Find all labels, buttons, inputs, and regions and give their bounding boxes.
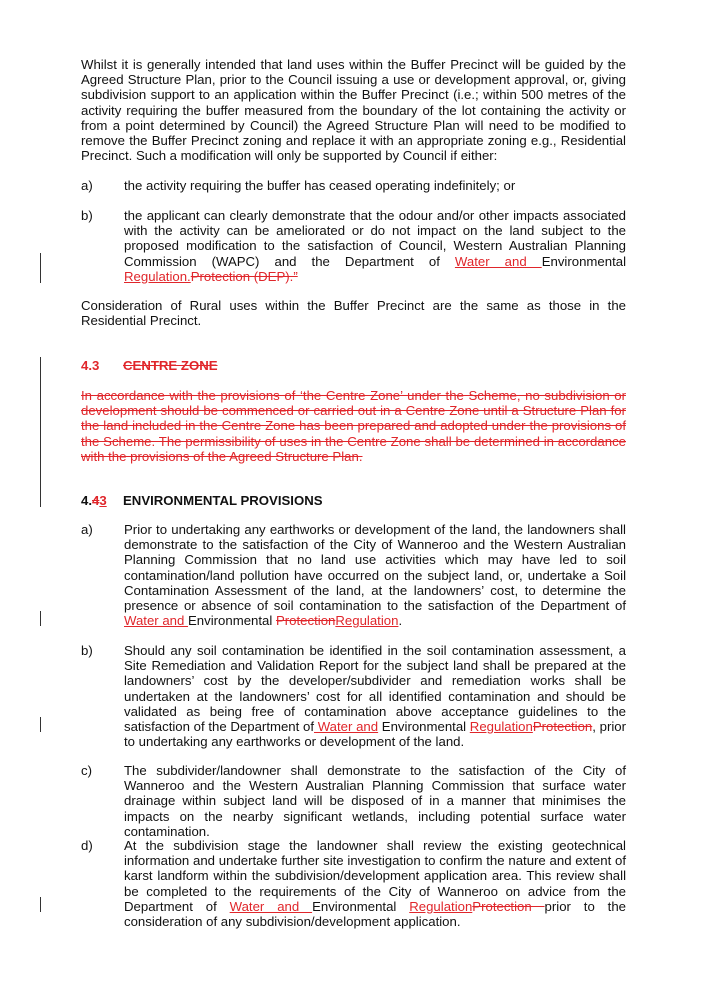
section-number: 4.3 bbox=[81, 358, 100, 373]
deleted-text: Protection bbox=[532, 719, 593, 735]
item-text bbox=[124, 208, 626, 284]
item-label: c) bbox=[81, 763, 92, 778]
section-number bbox=[81, 493, 123, 508]
deleted-text: Protection bbox=[275, 613, 336, 629]
inserted-text: Regulation bbox=[335, 613, 399, 629]
item-label: b) bbox=[81, 643, 93, 658]
item-label: a) bbox=[81, 522, 93, 537]
item-label: b) bbox=[81, 208, 93, 223]
text-run: Environmental bbox=[378, 719, 470, 735]
change-bar bbox=[40, 357, 41, 507]
change-bar bbox=[40, 717, 41, 732]
text-run: Should any soil contamination be identified in the soil contamination assessment, a Site Remediation and Validation Report for the subject land shall be prepared at the landowners’ cost by the developer/subdivider and remediation works shall be undertaken at the landowners’ cost for all identified contamination and should be validated as being free of contamination above acceptance guidelines to the satisfaction of the Department of bbox=[124, 643, 626, 735]
text-run: , prior to undertaking any earthworks or development of the land. bbox=[124, 719, 626, 750]
item-text: The subdivider/landowner shall demonstrate to the satisfaction of the City of Wanneroo and the Western Australian Planning Commission that surface water drainage within subject land will be disposed of in a manner that minimises the impacts on the nearby significant wetlands, including potential surface water contamination. bbox=[124, 763, 626, 839]
deleted-text: Protection (DEP).” bbox=[190, 268, 298, 284]
item-text bbox=[124, 838, 626, 929]
inserted-text: 3 bbox=[99, 493, 107, 508]
text-run: At the subdivision stage the landowner shall review the existing geotechnical information and undertake further site investigation to confirm the nature and extent of karst landform within the subdivision/development application area. This review shall be completed to the requirements of the City of Wanneroo on advice from the Department of bbox=[124, 838, 626, 914]
inserted-text: Water and bbox=[454, 253, 542, 269]
change-bar bbox=[40, 897, 41, 912]
deleted-text: Protection bbox=[472, 898, 545, 914]
text-run: Environmental bbox=[541, 253, 626, 269]
item-label: a) bbox=[81, 178, 93, 193]
text-run: . bbox=[398, 613, 403, 629]
section-title: ENVIRONMENTAL PROVISIONS bbox=[123, 493, 323, 508]
item-label: d) bbox=[81, 838, 93, 853]
inserted-text: Water and bbox=[124, 613, 189, 629]
text-run: Environmental bbox=[312, 898, 410, 914]
change-bar bbox=[40, 611, 41, 626]
item-text: the activity requiring the buffer has ceased operating indefinitely; or bbox=[124, 178, 516, 193]
text-run: prior to the consideration of any subdivision/development application. bbox=[124, 898, 626, 930]
environmental-provisions-heading bbox=[81, 493, 323, 508]
inserted-text: Regulation bbox=[469, 719, 533, 735]
text-run: the applicant can clearly demonstrate that the odour and/or other impacts associated with the activity can be ameliorated or do not impact on the land subject to the proposed modification to the satisfaction of Council, Western Australian Planning Commission (WAPC) and the Department of bbox=[124, 208, 626, 269]
inserted-text: Water and bbox=[314, 719, 379, 735]
inserted-text: Water and bbox=[229, 898, 313, 914]
centre-zone-heading bbox=[81, 358, 218, 373]
inserted-text: Regulation bbox=[409, 898, 473, 914]
item-text bbox=[124, 643, 626, 749]
intro-paragraph: Whilst it is generally intended that land uses within the Buffer Precinct will be guided by the Agreed Structure Plan, prior to the Council issuing a use or development approval, or, giving subdivision support to an application within the Buffer Precinct (i.e.; within 500 metres of the activity requiring the buffer measured from the boundary of the lot containing the activity or from a point determined by Council) the Agreed Structure Plan will need to be modified to remove the Buffer Precinct zoning and replace it with an appropriate zoning e.g., Residential Precinct. Such a modification will only be supported by Council if either: bbox=[81, 57, 626, 164]
item-text bbox=[124, 522, 626, 628]
deleted-text: 4 bbox=[92, 493, 100, 508]
text-run: Environmental bbox=[188, 613, 276, 629]
centre-zone-text: In accordance with the provisions of ‘the Centre Zone’ under the Scheme, no subdivision or development should be commenced or carried out in a Centre Zone until a Structure Plan for the land included in the Centre Zone has been prepared and adopted under the provisions of the Scheme. The permissibility of uses in the Centre Zone shall be determined in accordance with the provisions of the Agreed Structure Plan. bbox=[81, 388, 626, 464]
change-bar bbox=[40, 253, 41, 283]
number-prefix: 4. bbox=[81, 493, 92, 508]
section-title: CENTRE ZONE bbox=[123, 358, 218, 373]
rural-paragraph: Consideration of Rural uses within the Buffer Precinct are the same as those in the Residential Precinct. bbox=[81, 298, 626, 329]
text-run: Prior to undertaking any earthworks or development of the land, the landowners shall demonstrate to the satisfaction of the City of Wanneroo and the Western Australian Planning Commission that no land use activities which may have led to soil contamination/land pollution have occurred on the subject land, or, undertake a Soil Contamination Assessment of the land, at the landowners’ cost, to determine the presence or absence of soil contamination to the satisfaction of the Department of bbox=[124, 522, 626, 614]
inserted-text: Regulation. bbox=[124, 268, 191, 284]
